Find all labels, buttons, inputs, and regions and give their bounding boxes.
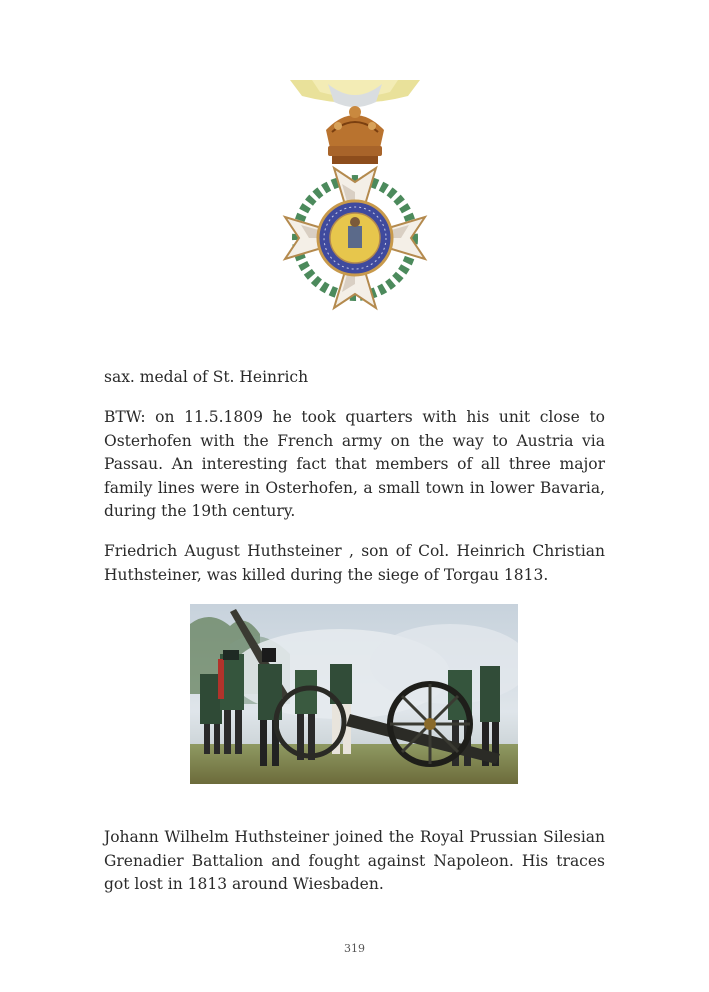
medal-caption: sax. medal of St. Heinrich — [104, 368, 309, 386]
medal-image — [272, 80, 438, 326]
page-number: 319 — [344, 942, 365, 955]
battle-photo — [190, 604, 518, 784]
paragraph-btw: BTW: on 11.5.1809 he took quarters with his unit close to Osterhofen with the French army on the way to Austria via Passau. An interesting fact that members of all three major family lines were in Osterhofen, a small town in lower Bavaria, during the 19th century. — [104, 408, 605, 520]
paragraph-friedrich: Friedrich August Huthsteiner , son of Col. Heinrich Christian Huthsteiner, was killed during the siege of Torgau 1813. — [104, 542, 605, 584]
paragraph-johann: Johann Wilhelm Huthsteiner joined the Royal Prussian Silesian Grenadier Battalion and fought against Napoleon. His traces got lost in 1813 around Wiesbaden. — [104, 828, 605, 893]
